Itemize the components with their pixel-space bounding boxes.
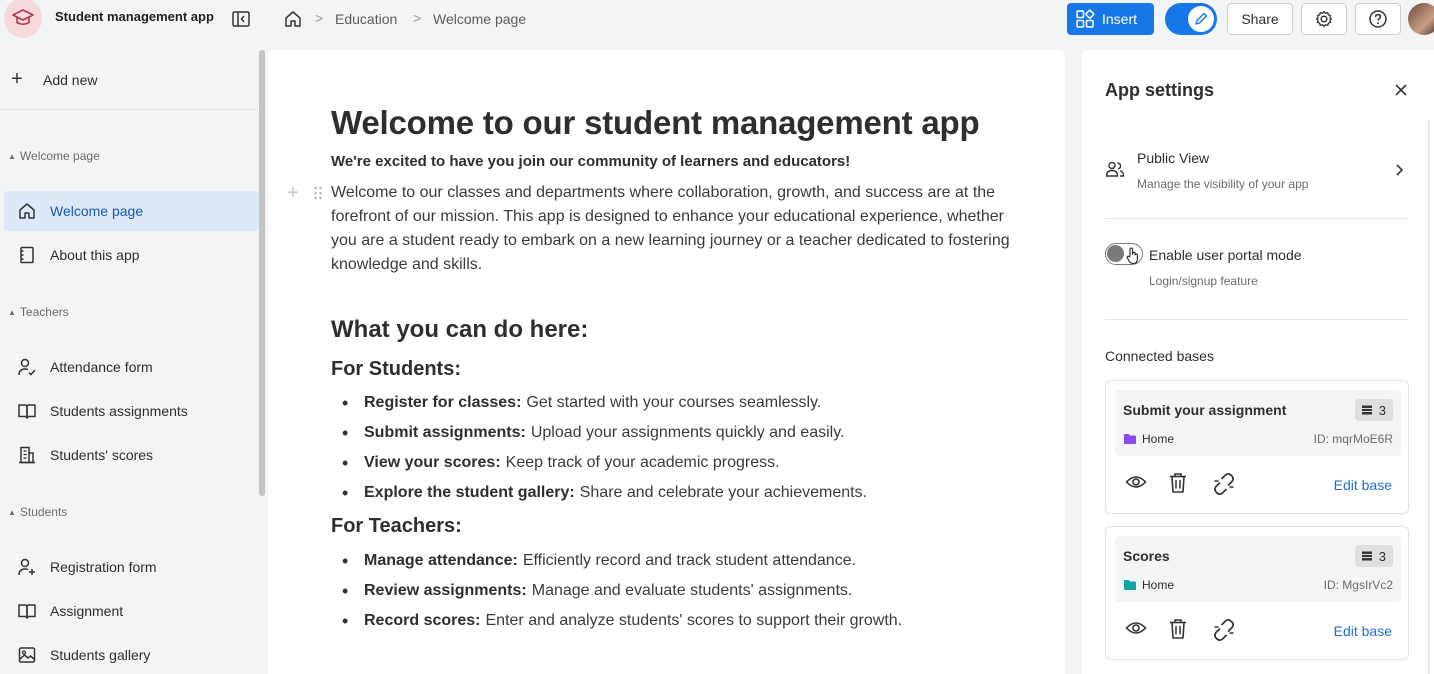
help-button[interactable] [1355,3,1401,35]
app-title: Student management app [55,9,214,24]
user-avatar[interactable] [1408,3,1434,35]
insert-label: Insert [1102,11,1138,27]
trash-icon[interactable] [1168,618,1188,640]
sidebar-item-registration-form[interactable] [4,547,259,587]
section-header-welcome[interactable] [8,149,100,163]
table-count: 3 [1378,402,1386,418]
sidebar-item-assignment[interactable] [4,591,259,631]
breadcrumb-education[interactable]: Education [335,11,398,27]
section-label: Teachers [19,305,69,319]
image-icon [4,645,50,665]
book-icon [4,401,50,421]
base-folder-label: Home [1142,578,1175,592]
base-id: ID: MgsIrVc2 [1323,578,1393,592]
list-item-bold: Record scores: [364,612,481,629]
eye-icon[interactable] [1125,619,1147,637]
app-logo [4,0,42,38]
list-item: • Review assignments: Manage and evaluate students' assignments. [342,576,902,606]
home-icon[interactable] [282,8,304,30]
caret-up-icon: ▲ [8,307,16,317]
chevron-right-icon [1394,163,1404,177]
list-item-bold: View your scores: [364,454,501,471]
book-icon [4,601,50,621]
page-title: Welcome to our student management app [331,104,980,141]
list-item: • Record scores: Enter and analyze students' scores to support their growth. [342,606,902,636]
list-item-text: Share and celebrate your achievements. [579,484,867,501]
base-card [1105,380,1409,514]
sidebar-item-label: About this app [50,247,140,263]
users-icon [1105,160,1125,178]
students-list [342,388,867,508]
page-lead: We're excited to have you join our community of learners and educators! [331,153,851,170]
panel-scrollbar[interactable] [1428,120,1430,674]
sidebar-scrollbar[interactable] [259,50,265,496]
document-icon [4,245,50,265]
edit-base-link[interactable]: Edit base [1333,477,1392,493]
pencil-icon [1188,6,1214,32]
home-icon [4,201,50,221]
connected-bases-heading: Connected bases [1105,348,1214,364]
public-view-title: Public View [1137,150,1210,166]
base-folder [1123,578,1174,592]
for-students-heading: For Students: [331,358,461,380]
page-content [268,50,1065,674]
edit-mode-toggle[interactable] [1165,3,1217,35]
table-list-icon [1361,404,1373,416]
list-item-bold: Explore the student gallery: [364,484,575,501]
folder-icon [1123,433,1137,445]
help-icon [1368,9,1388,29]
top-bar [0,0,1434,38]
public-view-subtitle: Manage the visibility of your app [1137,177,1309,191]
blocks-icon [1075,9,1095,29]
portal-mode-title: Enable user portal mode [1149,247,1302,263]
sidebar-item-label: Students' scores [50,447,154,463]
table-count-badge [1355,545,1393,567]
sidebar-item-label: Attendance form [50,359,153,375]
sidebar-item-label: Registration form [50,559,157,575]
list-item-text: Get started with your courses seamlessly. [526,394,822,411]
list-item: • Register for classes: Get started with your courses seamlessly. [342,388,867,418]
add-block-icon[interactable]: + [287,182,299,204]
base-name: Submit your assignment [1123,402,1287,418]
list-item: • Explore the student gallery: Share and celebrate your achievements. [342,478,867,508]
sidebar-item-label: Students assignments [50,403,188,419]
sidebar-item-about-this-app[interactable] [4,235,259,275]
list-item: • Manage attendance: Efficiently record and track student attendance. [342,546,902,576]
section-header-teachers[interactable] [8,305,69,319]
base-card [1105,526,1409,660]
list-item: • Submit assignments: Upload your assignments quickly and easily. [342,418,867,448]
plus-icon: + [11,68,23,90]
unlink-icon[interactable] [1212,472,1236,496]
sidebar-item-label: Students gallery [50,647,151,663]
intro-paragraph: Welcome to our classes and departments where collaboration, growth, and success are at the forefront of our mission. This app is designed to enhance your educational experience, whether you are a student ready to embark on a new learning journey or a teacher dedicated to fostering knowledge and skills. [331,184,1010,273]
public-view-row[interactable] [1105,145,1409,195]
user-check-icon [4,357,50,377]
gear-icon [1314,9,1334,29]
breadcrumb-separator: > [413,10,422,26]
caret-up-icon: ▲ [8,507,16,517]
settings-button[interactable] [1301,3,1347,35]
caret-up-icon: ▲ [8,151,16,161]
sidebar-item-label: Assignment [50,603,124,619]
list-item-bold: Manage attendance: [364,552,518,569]
graduation-cap-icon [11,7,35,29]
section-label: Students [19,505,68,519]
portal-mode-subtitle: Login/signup feature [1149,274,1258,288]
what-you-can-do-heading: What you can do here: [331,316,589,343]
teachers-list [342,546,902,636]
list-item-bold: Register for classes: [364,394,522,411]
list-item-text: Upload your assignments quickly and easily. [530,424,845,441]
user-plus-icon [4,557,50,577]
section-header-students[interactable] [8,505,67,519]
drag-handle-icon[interactable] [313,186,323,200]
pointer-cursor-icon [1126,247,1140,265]
list-item-text: Keep track of your academic progress. [505,454,780,471]
divider [1105,218,1409,219]
sidebar-item-students-gallery[interactable] [4,635,259,674]
sidebar-item-students-assignments[interactable] [4,391,259,431]
sidebar-item-welcome-page[interactable] [4,191,259,231]
table-list-icon [1361,550,1373,562]
breadcrumb-welcome-page[interactable]: Welcome page [433,11,527,27]
list-item: • View your scores: Keep track of your academic progress. [342,448,867,478]
app-settings-panel [1082,50,1434,674]
list-item-bold: Submit assignments: [364,424,526,441]
unlink-icon[interactable] [1212,618,1236,642]
share-button[interactable]: Share [1227,3,1293,35]
for-teachers-heading: For Teachers: [331,515,462,537]
base-folder-label: Home [1142,432,1175,446]
base-id: ID: mqrMoE6R [1313,432,1393,446]
sidebar-item-students-scores[interactable] [4,435,259,475]
table-count: 3 [1378,548,1386,564]
section-label: Welcome page [19,149,100,163]
base-folder [1123,432,1174,446]
sidebar [0,50,266,674]
trash-icon[interactable] [1168,472,1188,494]
collapse-sidebar-icon[interactable] [230,8,252,30]
eye-icon[interactable] [1125,473,1147,491]
list-item-bold: Review assignments: [364,582,527,599]
base-name: Scores [1123,548,1170,564]
base-card-header[interactable] [1115,390,1401,456]
insert-button[interactable] [1067,3,1154,35]
list-item-text: Efficiently record and track student attendance. [522,552,857,569]
sidebar-item-label: Welcome page [50,203,144,219]
base-card-header[interactable] [1115,536,1401,602]
sidebar-item-attendance-form[interactable] [4,347,259,387]
add-new-label: Add new [43,71,98,88]
panel-title: App settings [1105,80,1215,100]
divider [1105,319,1409,320]
folder-icon [1123,579,1137,591]
building-icon [4,445,50,465]
close-icon[interactable] [1393,82,1409,98]
table-count-badge [1355,399,1393,421]
list-item-text: Enter and analyze students' scores to support their growth. [485,612,903,629]
add-new-button[interactable] [0,50,258,110]
breadcrumb-separator: > [315,10,324,26]
edit-base-link[interactable]: Edit base [1333,623,1392,639]
list-item-text: Manage and evaluate students' assignments. [531,582,853,599]
